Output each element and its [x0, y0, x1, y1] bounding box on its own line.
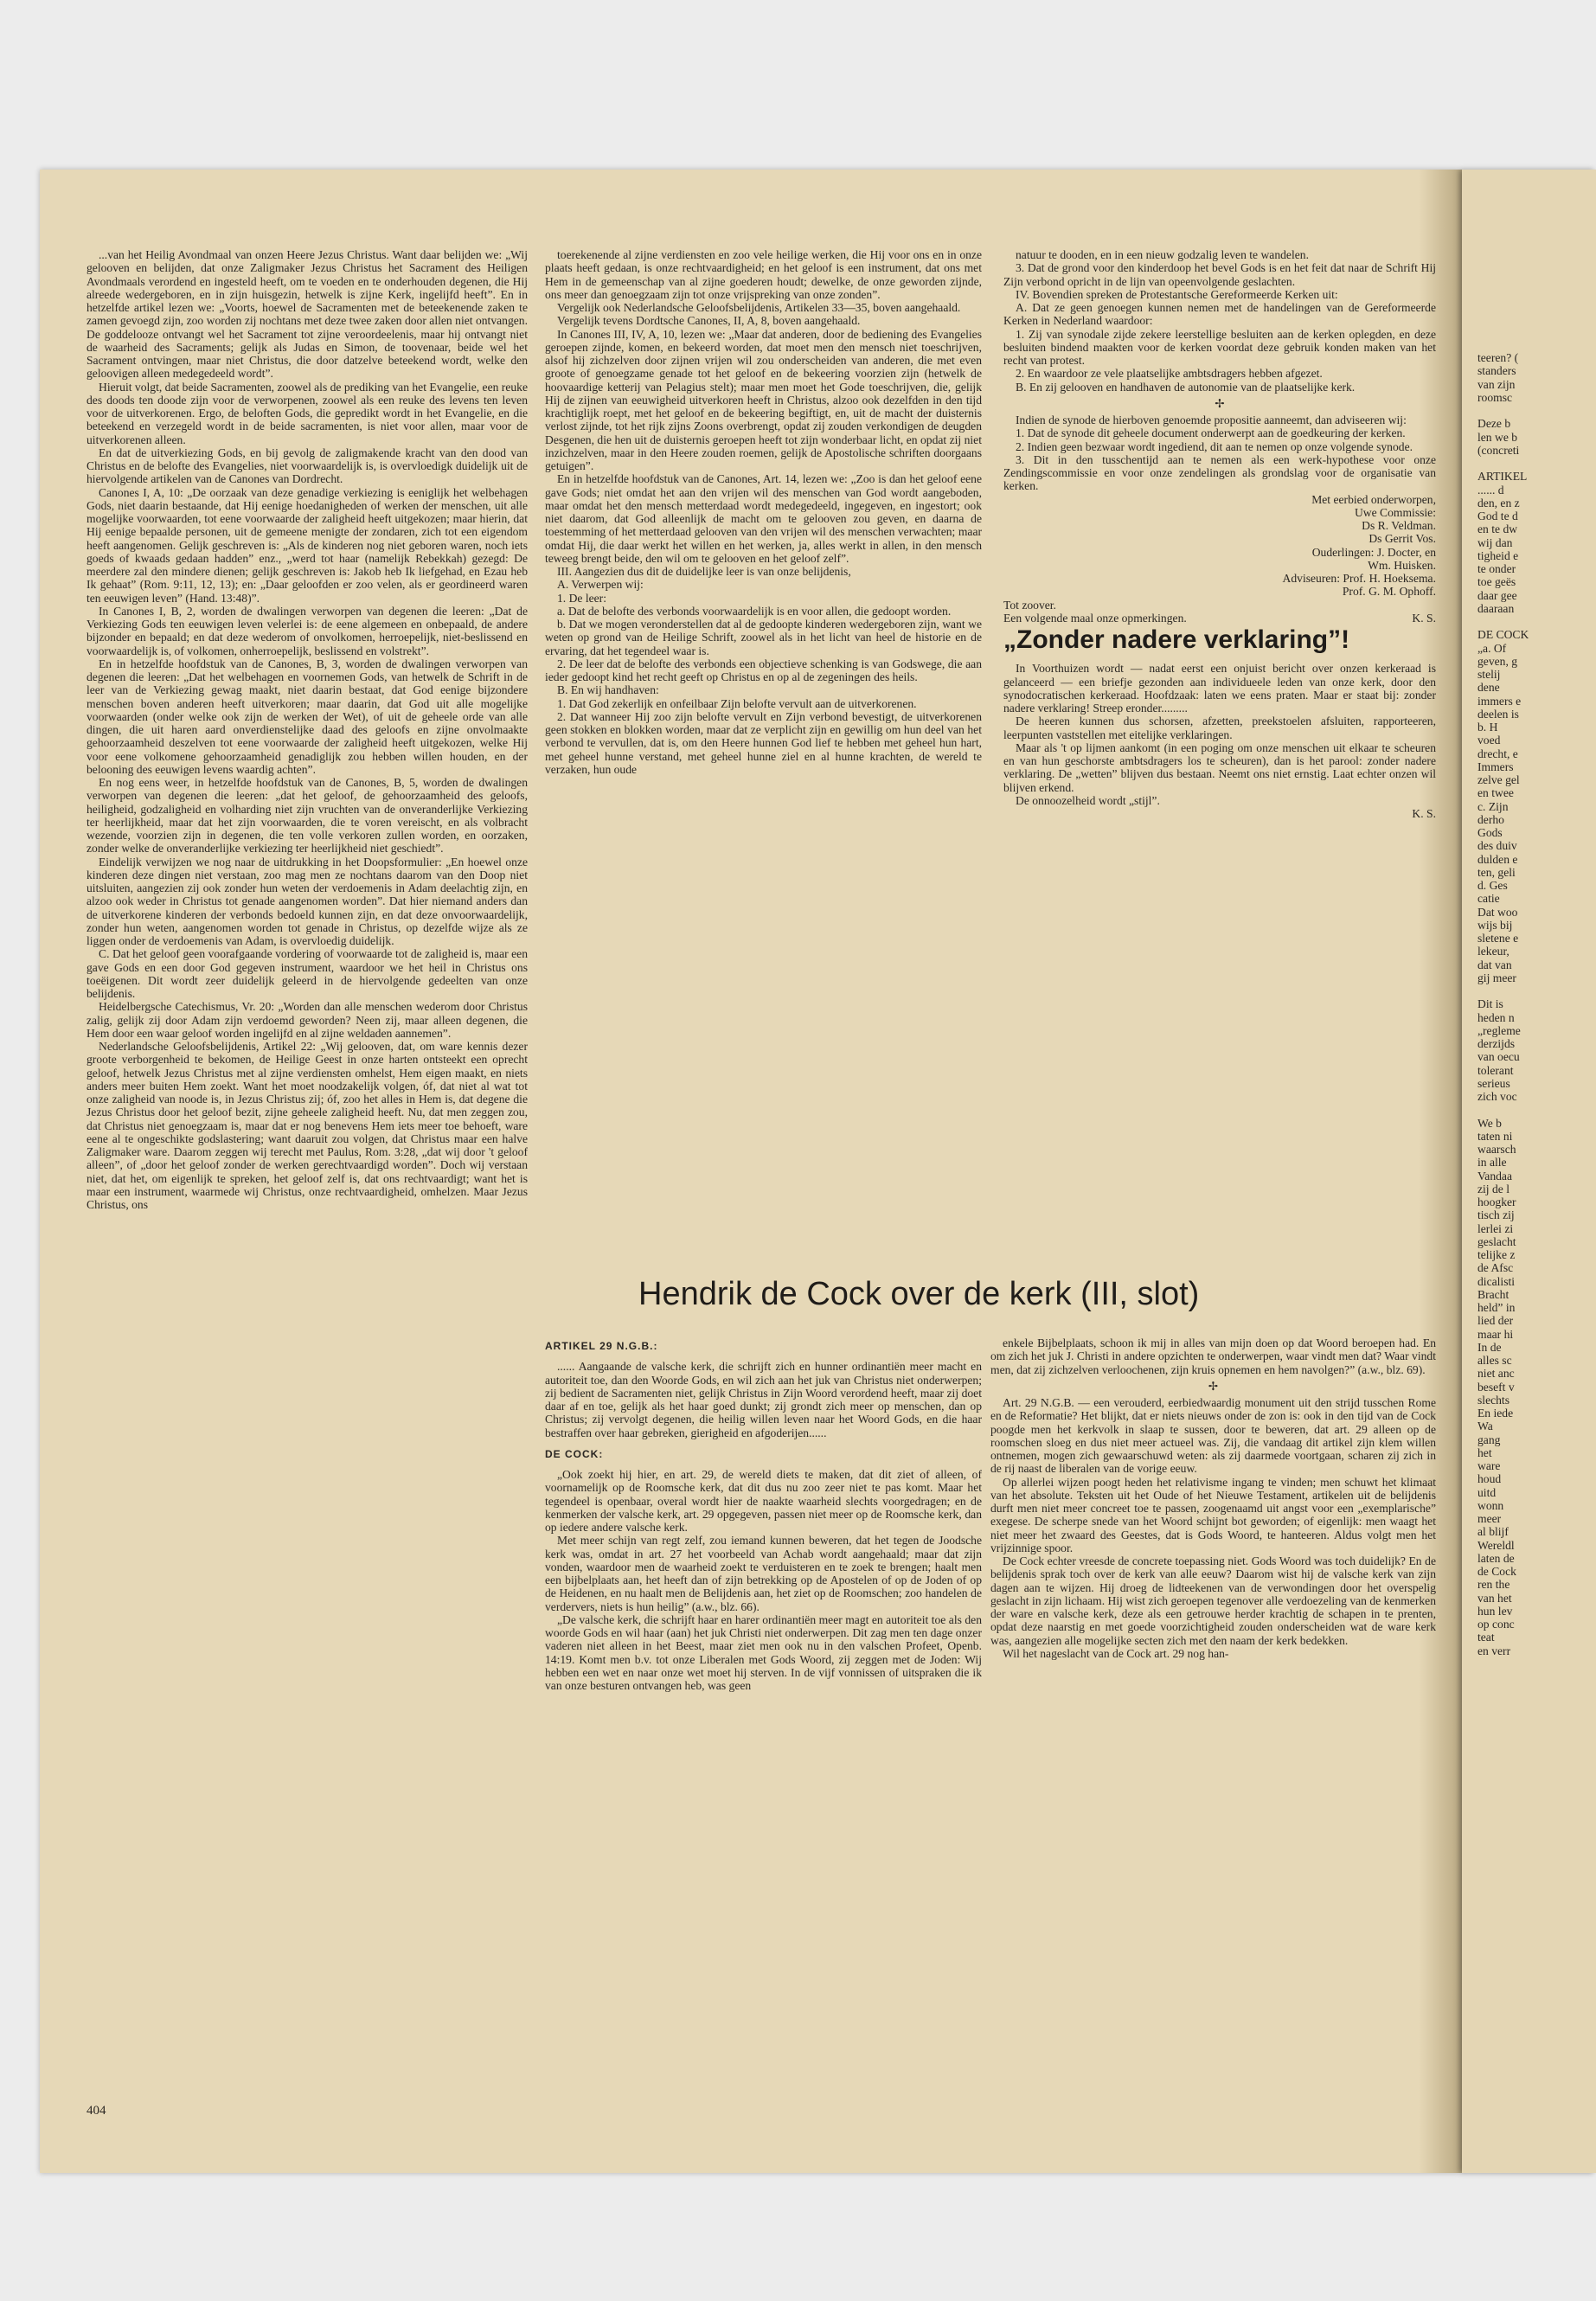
signature-elders — [1003, 546, 1436, 559]
paragraph: natuur te dooden, en in een nieuw godzalig leven te wandelen. — [1016, 248, 1309, 261]
paragraph: Canones I, A, 10: „De oorzaak van deze genadige verkiezing is eeniglijk het welbehagen Gods, niet daarin bestaande, dat Hij eenige hoedanigheden of werken der menschen, uit alle mogelijke voorwaarden, tot eene voorwaarde der zaligheid heeft uitgekozen; maar hierin, dat Hij eenige bepaalde personen, uit de gemeene menigte der zondaren, zich tot een eigendom heeft aangenomen. Gelijk geschreven is: „Als de kinderen nog niet geboren waren, noch iets goeds of kwaads gedaan hadden” enz., „werd tot haar (namelijk Rebekkah) gezegd: De meerdere zal den mindere dienen; gelijk geschreven is: Jakob heb Ik liefgehad, en Ezau heb Ik gehaat” (Rom. 9:11, 12, 13); en: „Daar geloofden er zoo velen, als er geordineerd waren ten eeuwigen leven” (Hand. 13:48)”. — [87, 485, 528, 605]
paragraph: Vergelijk ook Nederlandsche Geloofsbelijdenis, Artikelen 33—35, boven aangehaald. — [557, 301, 961, 314]
edge-line: „regleme — [1477, 1023, 1521, 1037]
edge-line: Wereldl — [1477, 1538, 1515, 1552]
edge-line: dicalisti — [1477, 1274, 1516, 1288]
paragraph: b. Dat we mogen veronderstellen dat al de gedoopte kinderen wedergeboren zijn, want we weten op grond van de Heilige Schrift, zoowel als in het licht van heel de historie en de ervaring, dat het tegendeel waar is. — [545, 618, 982, 657]
paragraph: Nederlandsche Geloofsbelijdenis, Artikel 22: „Wij gelooven, dat, om ware kennis dezer groote verborgenheid te bekomen, de Heilige Geest in onze harten ontsteekt een oprecht geloof, hetwelk Jezus Christus met al zijne verdiensten omhelst, Hem eigen maakt, en niets anders meer buiten Hem zoekt. Want het moet noodzakelijk volgen, óf, dat niet al wat tot onze zaligheid van noode is, in Jezus Christus zij; óf, zoo het alles in Hem is, dat degene die Jezus Christus door het geloof bezit, zijne geheele zaligheid heeft. Nu, dat men zeggen zou, dat Christus niet genoegzaam is, maar dat er nog benevens Hem iets meer toe behoeft, ware eene al te ongeschikte godslastering; want daaruit zou volgen, dat Christus maar een halve Zaligmaker ware. Daarom zeggen wij terecht met Paulus, Rom. 3:28, „dat wij door 't geloof alleen”, of „door het geloof zonder de werken gerechtvaardigd worden”. Doch wij verstaan niet, dat het, om eigenlijk te spreken, het geloof zelf is, dat ons rechtvaardigt; want het is maar een instrument, waarmede wij Christus, onze rechtvaardigheid, omhelzen. Maar Jezus Christus, ons — [87, 1040, 528, 1211]
paragraph: 1. Dat God zekerlijk en onfeilbaar Zijn belofte vervult aan de uitverkorenen. — [557, 696, 917, 710]
edge-line: hoogker — [1477, 1195, 1516, 1208]
edge-line: gij meer — [1477, 971, 1516, 984]
paragraph: III. Aangezien dus dit de duidelijke leer is van onze belijdenis, — [557, 565, 851, 578]
edge-line — [1477, 457, 1596, 470]
edge-line: ware — [1477, 1459, 1501, 1472]
edge-line: roomsc — [1477, 390, 1513, 404]
edge-line: houd — [1477, 1472, 1502, 1486]
author-initials: K. S. — [1412, 611, 1436, 625]
edge-line: catie — [1477, 892, 1500, 906]
edge-line: wijs bij — [1477, 918, 1513, 932]
edge-line: meer — [1477, 1512, 1502, 1525]
edge-line: derzijds — [1477, 1037, 1516, 1050]
paragraph: Heidelbergsche Catechismus, Vr. 20: „Worden dan alle menschen wederom door Christus zalig, gelijk zij door Adam zijn verdoemd geworden? Neen zij, maar alleen degenen, die Hem door een waar geloof worden ingelijfd en al zijne weldaden aannemen”. — [87, 1000, 528, 1040]
edge-line: Dit is — [1477, 997, 1503, 1011]
edge-line: en te dw — [1477, 522, 1518, 536]
edge-line: dulden e — [1477, 852, 1518, 866]
edge-line: alles sc — [1477, 1354, 1512, 1367]
paragraph: En in hetzelfde hoofdstuk van de Canones, B, 3, worden de dwalingen verworpen van degenen die leeren: „Dat het welbehagen en voornemen Gods, van hetwelk de Schrift in de leer van de Verkiezing gewag maakt, niet daarin bestaat, dat God eenige bijzondere menschen boven anderen heeft uitverkoren; maar daarin, dat God uit alle mogelijke voorwaarden (onder welke ook zijn de werken der Wet), of uit de geheele orde van alle dingen, die uit haren aard onverdienstelijke daad des geloofs en zijne onvolmaakte gehoorzaamheid deszelven tot eene voorwaarde der zaligheid heeft uitgekozen, welke Hij voor eene volkomene gehoorzaamheid genadiglijk zou hebben willen houden, en der belooning des eeuwigen levens waardig achten”. — [87, 657, 528, 776]
signature-name: Prof. G. M. Ophoff. — [1342, 585, 1436, 599]
edge-line — [1477, 984, 1596, 997]
signature-name: J. Docter, en — [1376, 545, 1436, 559]
edge-line: zij de l — [1477, 1182, 1509, 1195]
paragraph: Wil het nageslacht van de Cock art. 29 nog han- — [1003, 1646, 1229, 1660]
adjacent-page-text — [1477, 351, 1596, 1657]
edge-line: drecht, e — [1477, 747, 1518, 760]
edge-line: hun lev — [1477, 1604, 1513, 1618]
column-2 — [545, 248, 982, 1113]
paragraph: „De valsche kerk, die schrijft haar en harer ordinantiën meer magt en autoriteit toe als den woorde Gods en wil haar (aan) het juk Christi niet onderwerpen. Dit zag men ten dage onzer vaderen niet alleen in het Beest, maar ziet men ook nu in den valschen Profeet, Openb. 14:19. Komt men b.v. tot onze Liberalen met Gods Woord, zij zeggen met de Joden: Wij hebben een wet en naar onze wet moet hij sterven. In de vijf vonnissen of uitspraken die ik van onze besturen ontvangen heb, was geen — [545, 1612, 982, 1692]
paragraph: ...van het Heilig Avondmaal van onzen Heere Jezus Christus. Want daar belijden we: „Wij gelooven en belijden, dat onze Zaligmaker Jezus Christus het Sacrament des Heiligen Avondmaals verordend en ingesteld heeft, om te voeden en te onderhouden degenen, die Hij alreede wedergeboren, en in zijn huisgezin, hetwelk is zijne Kerk, ingelijfd heeft”. En in hetzelfde artikel lezen we: „Voorts, hoewel de Sacramenten met de beteekenende zaken te zamen gevoegd zijn, zoo worden zij nochtans met deze twee zaken door allen niet ontvangen. De goddelooze ontvangt wel het Sacrament tot zijne veroordeelenis, maar hij ontvangt niet de waarheid des Sacraments; gelijk als Judas en Simon, de toovenaar, beide wel het Sacrament ontvingen, maar niet Christus, die door datzelve beteekend wordt, welke den geloovigen alleen medegedeeld wordt”. — [87, 248, 528, 381]
paragraph: B. En zij gelooven en handhaven de autonomie van de plaatselijke kerk. — [1016, 380, 1356, 394]
edge-line: waarsch — [1477, 1143, 1516, 1156]
edge-line: Immers — [1477, 760, 1514, 773]
edge-line: wonn — [1477, 1498, 1504, 1512]
edge-line: (concreti — [1477, 443, 1520, 457]
edge-line: stelij — [1477, 668, 1501, 681]
paragraph: toerekenende al zijne verdiensten en zoo vele heilige werken, die Hij voor ons en in onze plaats heeft gedaan, is onze rechtvaardigheid; en het geloof is een instrument, dat ons met Hem in de gemeenschap van al zijne goederen houdt; dewelke, de onze geworden zijnde, ons meer dan genoegzaam zijn tot onze vrijspreking van onze zonden”. — [545, 248, 982, 301]
column-3 — [1003, 248, 1436, 1096]
edge-line: daar gee — [1477, 588, 1517, 602]
column-5-text — [990, 1336, 1436, 1660]
edge-line: b. H — [1477, 721, 1498, 734]
column-3-advice — [1003, 413, 1436, 493]
edge-line: en twee — [1477, 786, 1514, 800]
edge-line: te onder — [1477, 562, 1516, 575]
edge-line: deelen is — [1477, 707, 1519, 721]
edge-line: in alle — [1477, 1156, 1507, 1170]
edge-line: tolerant — [1477, 1063, 1514, 1077]
edge-line: ten, geli — [1477, 865, 1516, 879]
edge-line: van het — [1477, 1591, 1512, 1605]
edge-line: zich voc — [1477, 1090, 1517, 1103]
page-number: 404 — [87, 2104, 106, 2118]
edge-line: van oecu — [1477, 1050, 1520, 1064]
paragraph: De Cock echter vreesde de concrete toepassing niet. Gods Woord was toch duidelijk? En de belijdenis sprak toch over de kerk van alle eeuw? Daarom wist hij de valsche kerk van zijn dagen aan te wijzen. Hij droeg de lidteekenen van de verwondingen door het overspelig geslacht in zijn lichaam. Hij wist zich geroepen tegenover alle verdoezeling van de kenmerken der ware en valsche kerk, deze als een getrouwe herder krachtig de schapen in te prenten, opdat deze naarstig en met goede voorzichtigheid zouden onderscheiden wat de ware kerk was, aangezien alle mogelijke secten zich met den naam der kerk bedekken. — [990, 1554, 1436, 1647]
author-initials: K. S. — [1412, 807, 1436, 820]
paragraph: „Ook zoekt hij hier, en art. 29, de wereld diets te maken, dat dit ziet of alleen, of voornamelijk op de Roomsche kerk, dat dit dus nu zoo zeer niet te pas komt. Maar het tegendeel is openbaar, overal wordt hier de naakte waarheid slechts voorgedragen; en de kenmerken der valsche kerk, art. 29 opgegeven, passen niet meer op de Roomsche kerk, dan op iedere andere valsche kerk. — [545, 1468, 982, 1534]
paragraph: 2. En waardoor ze vele plaatselijke ambtsdragers hebben afgezet. — [1016, 367, 1323, 381]
edge-line: God te d — [1477, 510, 1518, 522]
edge-line: zelve gel — [1477, 773, 1520, 786]
section-label: DE COCK: — [545, 1447, 604, 1460]
edge-line — [1477, 1103, 1596, 1116]
paragraph: A. Dat ze geen genoegen kunnen nemen met de handelingen van de Gereformeerde Kerken in Nederland waardoor: — [1003, 301, 1436, 328]
paragraph: 3. Dit in den tusschentijd aan te nemen als een werk-hypothese voor onze Zendingscommissie en voor onze zendelingen als grondslag voor de organisatie van kerken. — [1003, 452, 1436, 493]
edge-line: Vandaa — [1477, 1169, 1513, 1183]
edge-line: len we b — [1477, 430, 1518, 444]
edge-line: Dat woo — [1477, 905, 1518, 919]
signature-committee: Uwe Commissie: — [1354, 505, 1436, 519]
edge-line: Deze b — [1477, 417, 1511, 431]
paragraph: In Canones III, IV, A, 10, lezen we: „Maar dat anderen, door de bediening des Evangelies geroepen zijnde, komen, en bekeerd worden, dat moet men den mensch niet toeschrijven, alsof hij zichzelven door zijnen vrijen wil zou onderscheiden van anderen, die met even groote of genoegzame genade tot het geloof en de bekeering voorzien zijn (hetwelk de hoovaardige ketterij van Pelagius stelt); maar men moet het Gode toeschrijven, die, gelijk Hij de zijnen van eeuwigheid uitverkoren heeft in Christus, alzoo ook dezelfden in den tijd krachtiglijk roept, met het geloof en de bekeering begiftigt, en, uit de macht der duisternis verlost zijnde, tot het rijk zijns Zoons overbrengt, opdat zij zouden verkondigen de deugden Desgenen, die hen uit de duisternis geroepen heeft tot zijn wonderbaar licht, en opdat zij niet inzichzelven, maar in den Heere zouden roemen, gelijk de Apostolische schriften doorgaans getuigen”. — [545, 327, 982, 472]
edge-line: van zijn — [1477, 377, 1516, 391]
paragraph: En nog eens weer, in hetzelfde hoofdstuk van de Canones, B, 5, worden de dwalingen verworpen van degenen die leeren: „dat het geloof, de gehoorzaamheid des geloofs, heiligheid, godzaligheid en volharding niet zijn vruchten van de onveranderlijke Verkiezing ter heerlijkheid, maar dat het zijn voorwaarden, die te voren vereischt, en als volbracht wezende, voorzien zijn in degenen, die ten volle verkoren zullen worden, en oorzaken, zonder welke de onveranderlijke verkiezing ter heerlijkheid niet geschiedt”. — [87, 776, 528, 856]
de-cock-quote — [545, 1468, 982, 1692]
paragraph: Maar als 't op lijmen aankomt (in een poging om onze menschen uit elkaar te scheuren en van hun geschorste ambtsdragers los te scheuren), dan is het parool: zonder nadere verklaring. De „wetten” blijven dus bestaan. Neemt ons niet ernstig. Laat echter onzen wil blijven erkend. — [1003, 740, 1436, 794]
column-3-text — [1003, 248, 1436, 394]
separator-star: ✢ — [1215, 396, 1225, 410]
edge-line: tisch zij — [1477, 1208, 1515, 1222]
edge-line: maar hi — [1477, 1327, 1514, 1341]
paragraph: De heeren kunnen dus schorsen, afzetten, preekstoelen afsluiten, rapporteeren, leerpunten vaststellen met eitelijke verklaringen. — [1003, 715, 1436, 741]
edge-line: de Afsc — [1477, 1261, 1514, 1275]
signature-intro: Met eerbied onderworpen, — [1311, 492, 1436, 506]
closing-next-text: Een volgende maal onze opmerkingen. — [1003, 611, 1187, 625]
adjacent-page — [1462, 170, 1596, 2173]
edge-line: dene — [1477, 681, 1500, 695]
edge-line: daaraan — [1477, 601, 1515, 615]
edge-line: ARTIKEL — [1477, 470, 1528, 484]
paragraph: De onnoozelheid wordt „stijl”. — [1016, 793, 1160, 807]
edge-line: d. Ges — [1477, 879, 1508, 892]
edge-line: lied der — [1477, 1314, 1514, 1328]
edge-line: serieus — [1477, 1076, 1510, 1090]
paragraph: Indien de synode de hierboven genoemde propositie aanneemt, dan adviseeren wij: — [1016, 413, 1407, 426]
paragraph: Met meer schijn van regt zelf, zou iemand kunnen beweren, dat het tegen de Joodsche kerk was, omdat in art. 27 het voorbeeld van Achab wordt aangehaald; maar dat zijn vonden, waardoor men de waarheid zoekt te verduisteren en te zoek te brengen; haalt men een bijbelplaats aan, het heeft dan of zijn betrekking op de Apostelen of op de Joden of op de Heidenen, en nu haalt men de Belijdenis aan, het ziet op de Roomschen; zoo handelen de verdervers, niets is hun heilig” (a.w., blz. 66). — [545, 1534, 982, 1613]
edge-line: des duiv — [1477, 839, 1517, 853]
paragraph: A. Verwerpen wij: — [557, 578, 644, 592]
paragraph: Eindelijk verwijzen we nog naar de uitdrukking in het Doopsformulier: „En hoewel onze kinderen deze dingen niet verstaan, zoo mag men ze nochtans daarom van den Doop niet uitsluiten, aangezien zij ook zonder hun weten der verdoemenis in Adam deelachtig zijn, en alzoo ook weder in Christus tot genade aangenomen worden”. Dat hier niemand anders dan de uitverkorene kinderen der verbonds bedoeld kunnen zijn, en dat deze onvoorwaardelijk, zonder hun weten, aangenomen worden tot genade in Christus, op dezelfde wijze als ze liggen onder de verdoemenis van Adam, is overvloedig duidelijk. — [87, 855, 528, 947]
edge-line: dat van — [1477, 958, 1512, 971]
paragraph: In Canones I, B, 2, worden de dwalingen verworpen van degenen die leeren: „Dat de Verkiezing Gods ten eeuwigen leven velerlei is: de eene algemeen en onbepaald, de andere bijzonder en bepaald; en dat deze wederom of onvolkomen, herroepelijk, niet-beslissend en voorwaardelijk is, of volkomen, onherroepelijk, beslissend en volstrekt”. — [87, 604, 528, 657]
paragraph: En in hetzelfde hoofdstuk van de Canones, Art. 14, lezen we: „Zoo is dan het geloof eene gave Gods; niet omdat het aan den vrijen wil des menschen van God wordt aangeboden, maar omdat het den mensch metterdaad wordt medegedeeld, ingegeven, en ingestort; ook niet daarom, dat God alleenlijk de macht om te gelooven zou geven, en daarna de toestemming of het metterdaad gelooven van den vrijen wil des menschen verwachten; maar omdat Hij, die daar werkt het willen en het werken, ja, alles werkt in allen, in den mensch teweeg brengt beide, den wil om te gelooven en het geloof zelf”. — [545, 472, 982, 565]
edge-line: Wa — [1477, 1420, 1493, 1433]
edge-line: den, en z — [1477, 496, 1520, 510]
column-1 — [87, 248, 528, 2151]
edge-line: In de — [1477, 1340, 1502, 1354]
paragraph: Vergelijk tevens Dordtsche Canones, II, A, 8, boven aangehaald. — [557, 314, 861, 328]
edge-line: ...... d — [1477, 483, 1504, 497]
edge-line: en verr — [1477, 1644, 1511, 1657]
edge-line: held” in — [1477, 1301, 1516, 1314]
edge-line: En iede — [1477, 1407, 1514, 1420]
edge-line: Gods — [1477, 826, 1503, 839]
edge-line: teat — [1477, 1631, 1495, 1644]
edge-line: gang — [1477, 1433, 1501, 1446]
edge-line: lekeur, — [1477, 945, 1509, 958]
paragraph: 1. Dat de synode dit geheele document onderwerpt aan de goedkeuring der kerken. — [1016, 426, 1406, 440]
edge-line: „a. Of — [1477, 641, 1507, 655]
paragraph: 2. Indien geen bezwaar wordt ingediend, dit aan te nemen op onze volgende synode. — [1016, 439, 1413, 453]
signature-label: Adviseuren: — [1282, 572, 1340, 585]
edge-line: teeren? ( — [1477, 351, 1519, 364]
column-4 — [545, 1336, 982, 2150]
edge-line: derho — [1477, 812, 1504, 826]
paragraph: Op allerlei wijzen poogt heden het relativisme ingang te vinden; men schuwt het klimaat van het absolute. Teksten uit het Oude of het Nieuwe Testament, artikelen uit de belijdenis durft men niet meer concreet toe te passen, zoogenaamd uit angst voor een „exemplarische” exegese. De scherpe snede van het Woord schijnt bot geworden; of eigenlijk: men waagt het niet meer het zwaard des Geestes, dat is Gods Woord, te hanteeren. Aldus volgt men het vrijzinnige spoor. — [990, 1475, 1436, 1554]
edge-line: sletene e — [1477, 932, 1519, 945]
article-headline: „Zonder nadere verklaring”! — [1003, 625, 1350, 654]
edge-line: taten ni — [1477, 1129, 1513, 1143]
edge-line: tigheid e — [1477, 548, 1519, 562]
edge-line: geslacht — [1477, 1234, 1516, 1248]
signature-block — [1003, 493, 1436, 599]
paragraph: 1. Zij van synodale zijde zekere leerstellige besluiten aan de kerken oplegden, en deze besluiten bindend maakten voor de kerken voordat deze gebruik konden maken van het recht van protest. — [1003, 327, 1436, 367]
edge-line: lerlei zi — [1477, 1221, 1514, 1235]
article-body — [1003, 662, 1436, 807]
edge-line: uitd — [1477, 1485, 1497, 1499]
edge-line: DE COCK — [1477, 628, 1529, 642]
edge-line — [1477, 615, 1596, 628]
paragraph: 2. Dat wanneer Hij zoo zijn belofte vervult en Zijn verbond bevestigt, de uitverkorenen geen stokken en blokken worden, maar dat ze verplicht zijn en gewillig om hun deel van het verbond te vervullen, dat is, om den Heere hunnen God lief te hebben met geheel hun hart, met geheel hunne verstand, met geheel hunne ziel en al hunne krachten, de wereld te verzaken, hun oude — [545, 709, 982, 776]
paragraph: In Voorthuizen wordt — nadat eerst een onjuist bericht over onzen kerkeraad is gelanceerd — een briefje gezonden aan individueele leden van onze kerk, door den synodocratischen kerkeraad. Hoofdzaak: laten we eens praten. Maar er staat bij: zonder nadere verklaring! Streep eronder......... — [1003, 662, 1436, 715]
paragraph: C. Dat het geloof geen voorafgaande vordering of voorwaarde tot de zaligheid is, maar een gave Gods en een door God gegeven instrument, waardoor we het heil in Christus ons toeëigenen. Dit wordt zeer duidelijk geleerd in de hiervolgende gedeelten van onze belijdenis. — [87, 947, 528, 1000]
closing-line: Tot zoover. — [1003, 598, 1056, 612]
section-label: ARTIKEL 29 N.G.B.: — [545, 1340, 658, 1352]
signature-name: Prof. H. Hoeksema. — [1343, 572, 1436, 585]
separator-star: ✢ — [1208, 1379, 1219, 1393]
paragraph: Art. 29 N.G.B. — een verouderd, eerbiedwaardig monument uit den strijd tusschen Rome en de Reformatie? Het blijkt, dat er niets nieuws onder de zon is: ook in den tijd van de Cock poogde men het kerkvolk in slaap te sussen, door te beweren, dat art. 29 alleen op de roomschen sloeg en dus niet meer actueel was. Zij, die vandaag dit artikel zijn klem willen ontnemen, mogen zich gewaarschuwd weten: als zij daarmede voortgaan, scharen zij zich in de rij naast de liberalen van de vorige eeuw. — [990, 1396, 1436, 1476]
edge-line: het — [1477, 1445, 1492, 1459]
edge-line: ren the — [1477, 1578, 1510, 1592]
article-title: Hendrik de Cock over de kerk (III, slot) — [638, 1276, 1200, 1312]
edge-line: We b — [1477, 1116, 1502, 1130]
column-5 — [990, 1336, 1436, 2150]
closing-next — [1003, 612, 1436, 625]
signature-name: Ds Gerrit Vos. — [1368, 532, 1436, 546]
edge-line: wij dan — [1477, 535, 1513, 549]
signature-name: Ds R. Veldman. — [1362, 519, 1436, 532]
paragraph: En dat de uitverkiezing Gods, en bij gevolg de zaligmakende kracht van den dood van Christus en de belofte des Evangelies, niet voorwaardelijk is, is overvloedigk duidelijk uit de hiervolgende artikelen van de Canones van Dordrecht. — [87, 445, 528, 486]
signature-label: Ouderlingen: — [1311, 545, 1375, 559]
edge-line: niet anc — [1477, 1367, 1515, 1381]
edge-line: standers — [1477, 364, 1516, 378]
paragraph: enkele Bijbelplaats, schoon ik mij in alles van mijn doen op dat Woord beroepen had. En om zich het juk J. Christi in andere opzichten te onderwerpen, waar vindt men dat? Waar vindt men, dat zij zichzelven verloochenen, zijn kruis opnemen en hem navolgen?” (a.w., blz. 69). — [990, 1336, 1436, 1376]
edge-line: geven, g — [1477, 654, 1518, 668]
edge-line: slechts — [1477, 1393, 1509, 1407]
edge-line: telijke z — [1477, 1248, 1516, 1261]
edge-line: beseft v — [1477, 1380, 1515, 1394]
edge-line: immers e — [1477, 694, 1522, 708]
paragraph: a. Dat de belofte des verbonds voorwaardelijk is en voor allen, die gedoopt worden. — [557, 604, 952, 618]
paragraph: Hieruit volgt, dat beide Sacramenten, zoowel als de prediking van het Evangelie, een reuke des doods ten doode zijn voor de verworpenen, zoowel als een reuke des levens ten leven voor de uitverkorenen. Ergo, de beloften Gods, die gepredikt wordt in het Evangelie, en die beteekend en verzegeld wordt in de beide sacramenten, is niet voor allen, maar voor de uitverkorenen alleen. — [87, 380, 528, 446]
paragraph: B. En wij handhaven: — [557, 683, 659, 697]
edge-line: c. Zijn — [1477, 799, 1509, 813]
signature-advisors — [1003, 572, 1436, 585]
quoted-article: ...... Aangaande de valsche kerk, die schrijft zich en hunner ordinantiën meer macht en autoriteit toe, dan den Woorde Gods, en wil zich aan het juk van Christus niet onderwerpen; zij bedient de Sacramenten niet, gelijk Christus in Zijn Woord verordend heeft, maar zij doet daar af en toe, gelijk als het haar goed dunkt; zij grondt zich meer op menschen, dan op Christus; zij vervolgt degenen, die heilig willen leven naar het Woord Gods, en die haar bestraffen over haar gebreken, gierigheid en afgoderijen...... — [545, 1360, 982, 1439]
edge-line: toe geës — [1477, 575, 1516, 589]
edge-line: al blijf — [1477, 1525, 1509, 1539]
edge-line: de Cock — [1477, 1565, 1516, 1578]
edge-line: voed — [1477, 734, 1501, 747]
paragraph: 2. De leer dat de belofte des verbonds een objectieve schenking is van Godswege, die aan ieder gedoopt kind het recht geeft op Christus en op al de zegeningen des heils. — [545, 657, 982, 683]
edge-line: laten de — [1477, 1551, 1515, 1565]
paragraph: IV. Bovendien spreken de Protestantsche Gereformeerde Kerken uit: — [1016, 287, 1338, 301]
paragraph: 1. De leer: — [557, 591, 606, 605]
edge-line: Bracht — [1477, 1287, 1509, 1301]
edge-line — [1477, 404, 1596, 417]
edge-line: op conc — [1477, 1618, 1515, 1631]
paragraph: 3. Dat de grond voor den kinderdoop het bevel Gods is en het feit dat naar de Schrift Hij Zijn verbond opricht in de lijn van opeenvolgende geslachten. — [1003, 261, 1436, 288]
signature-name: Wm. Huisken. — [1368, 558, 1436, 572]
edge-line: heden n — [1477, 1010, 1515, 1024]
